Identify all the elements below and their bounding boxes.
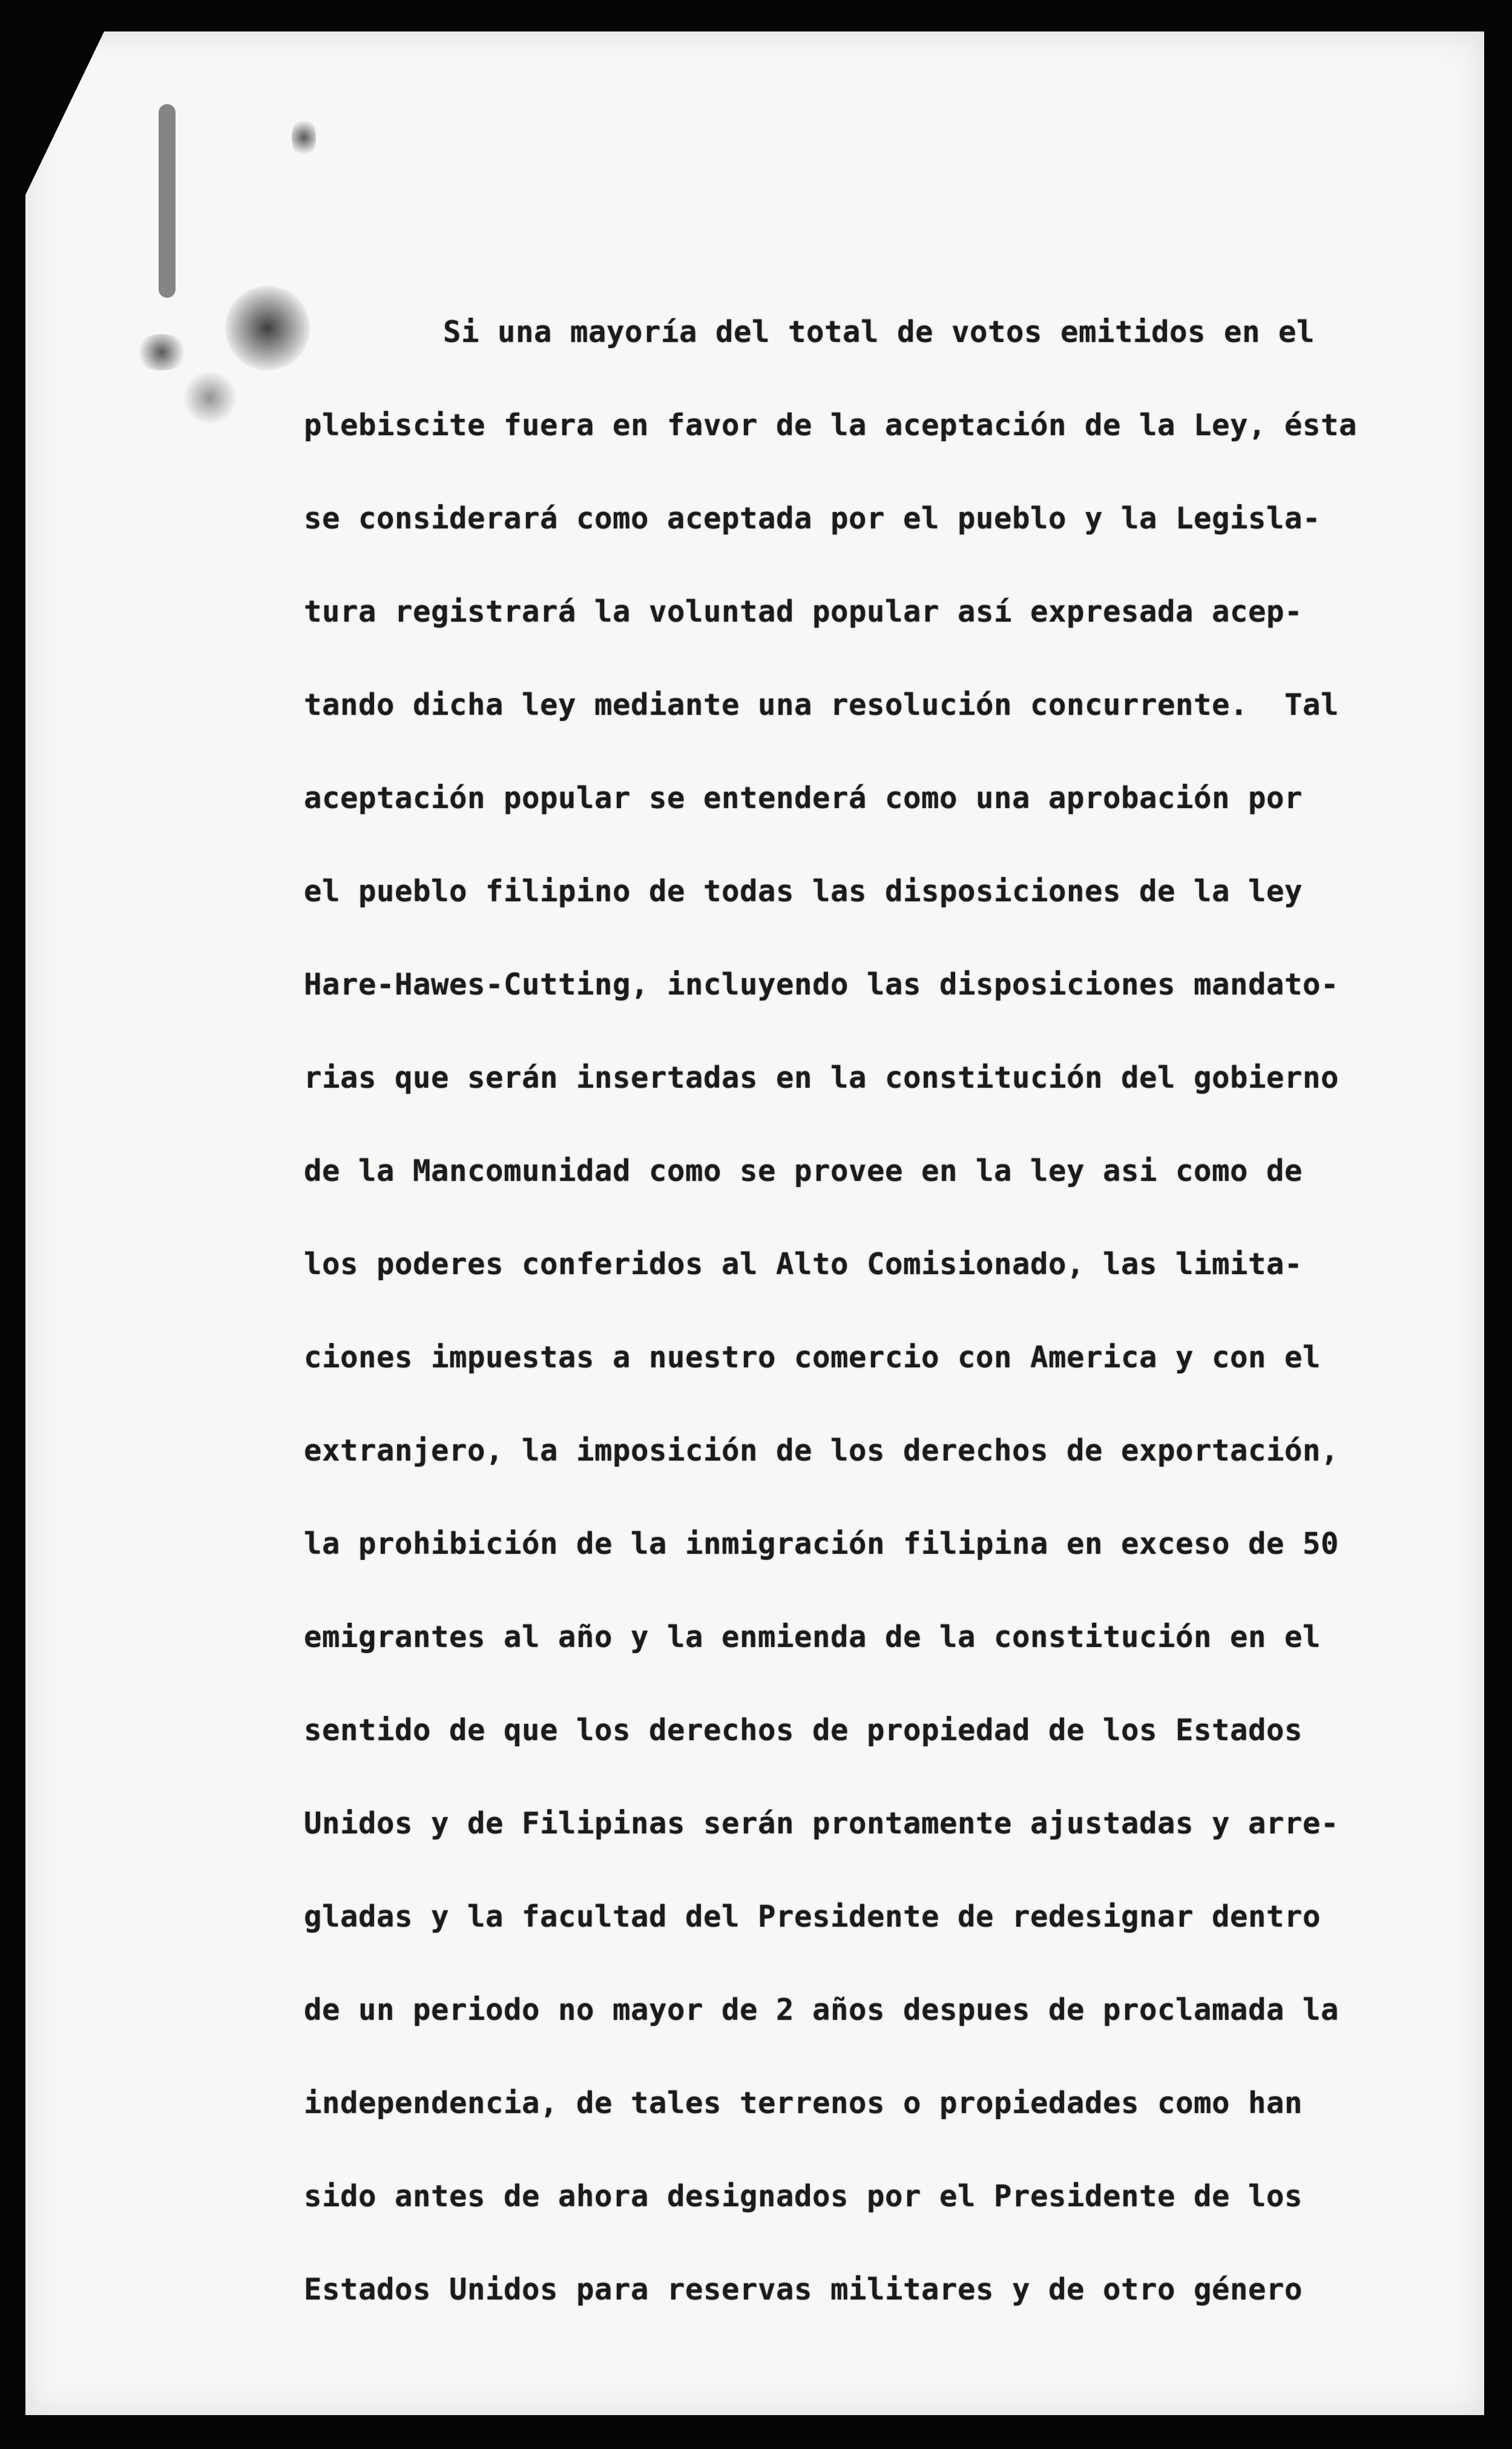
text-line: de la Mancomunidad como se provee en la ley asi como de: [304, 1154, 1303, 1188]
text-line: rias que serán insertadas en la constitución del gobierno: [304, 1060, 1339, 1095]
text-line: plebiscite fuera en favor de la aceptación de la Ley, ésta: [304, 408, 1358, 442]
text-line: Hare-Hawes-Cutting, incluyendo las disposiciones mandato-: [304, 967, 1339, 1002]
document-page: [25, 31, 1484, 2415]
text-line: Si una mayoría del total de votos emitidos en el: [443, 315, 1315, 349]
text-line: se considerará como aceptada por el pueblo y la Legisla-: [304, 501, 1321, 536]
text-line: independencia, de tales terrenos o propiedades como han: [304, 2086, 1303, 2120]
text-line: emigrantes al año y la enmienda de la constitución en el: [304, 1620, 1321, 1654]
text-line: los poderes conferidos al Alto Comisionado, las limita-: [304, 1247, 1303, 1281]
text-line: gladas y la facultad del Presidente de redesignar dentro: [304, 1899, 1321, 1934]
text-line: aceptación popular se entenderá como una aprobación por: [304, 781, 1303, 815]
ink-stain: [134, 334, 189, 370]
text-line: extranjero, la imposición de los derechos de exportación,: [304, 1433, 1339, 1468]
ink-stain: [159, 104, 176, 298]
ink-stain: [225, 286, 310, 370]
text-line: Estados Unidos para reservas militares y de otro género: [304, 2272, 1303, 2307]
text-line: sentido de que los derechos de propiedad de los Estados: [304, 1713, 1303, 1747]
text-line: sido antes de ahora designados por el Presidente de los: [304, 2179, 1303, 2214]
text-line: tando dicha ley mediante una resolución concurrente. Tal: [304, 688, 1339, 722]
text-line: el pueblo filipino de todas las disposiciones de la ley: [304, 874, 1303, 909]
text-line: la prohibición de la inmigración filipina en exceso de 50: [304, 1527, 1339, 1561]
text-line: tura registrará la voluntad popular así expresada acep-: [304, 594, 1303, 629]
text-line: ciones impuestas a nuestro comercio con America y con el: [304, 1340, 1321, 1375]
ink-stain: [292, 116, 316, 159]
folded-corner: [25, 31, 104, 195]
ink-stain: [183, 370, 237, 425]
typewritten-text: [304, 286, 1393, 2336]
text-line: de un periodo no mayor de 2 años despues de proclamada la: [304, 1993, 1339, 2027]
text-line: Unidos y de Filipinas serán prontamente ajustadas y arre-: [304, 1806, 1339, 1841]
